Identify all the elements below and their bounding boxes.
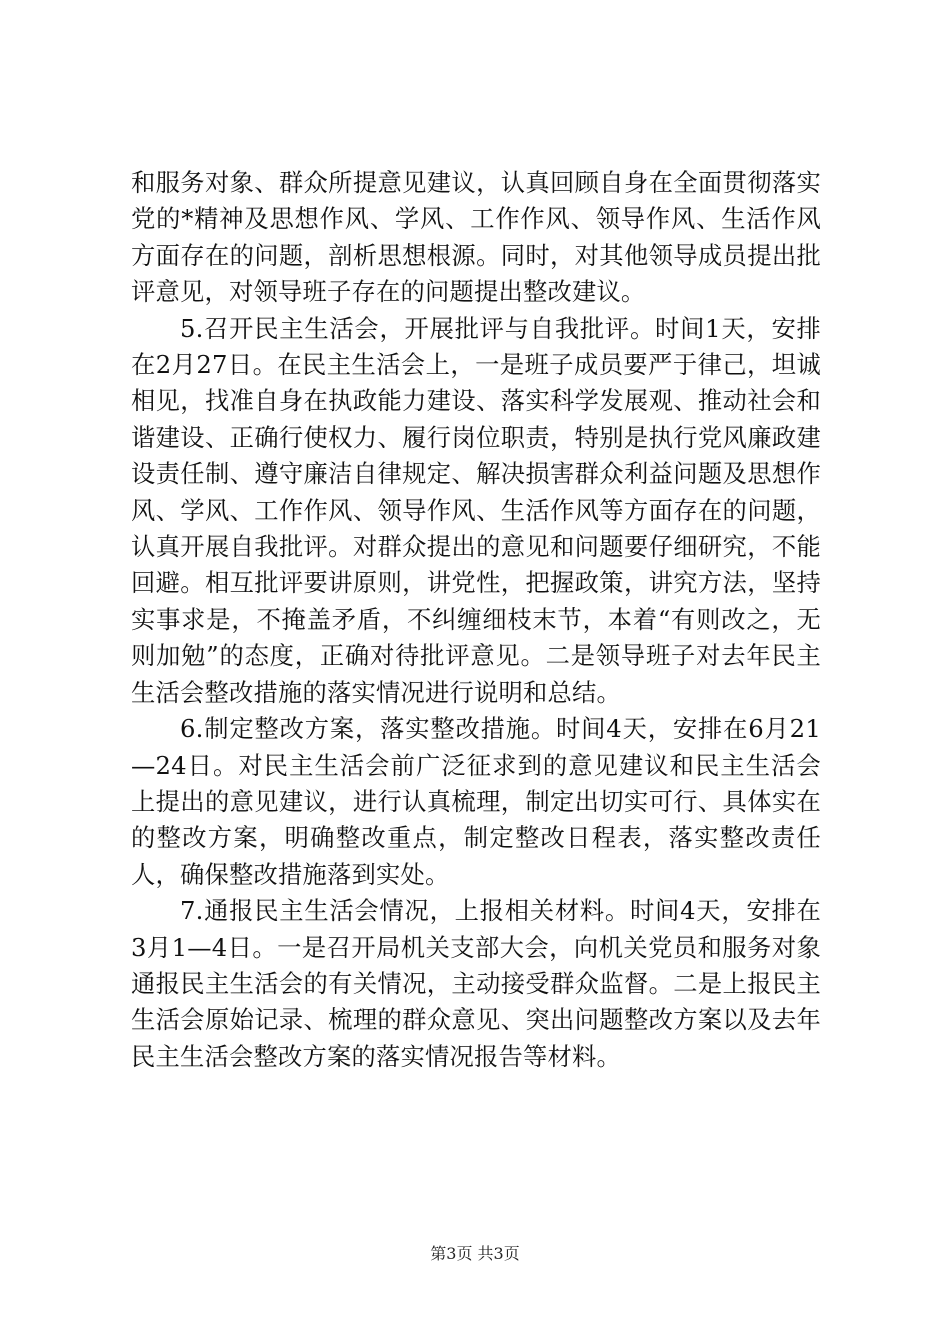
- paragraph-continued: 和服务对象、群众所提意见建议，认真回顾自身在全面贯彻落实党的*精神及思想作风、学风、工作作风、领导作风、生活作风方面存在的问题，剖析思想根源。同时，对其他领导成员提出批评意见，对领导班子存在的问题提出整改建议。: [131, 168, 821, 307]
- paragraph-item-7: 7.通报民主生活会情况，上报相关材料。时间4天，安排在3月1—4日。一是召开局机关支部大会，向机关党员和服务对象通报民主生活会的有关情况，主动接受群众监督。二是上报民主生活会原始记录、梳理的群众意见、突出问题整改方案以及去年民主生活会整改方案的落实情况报告等材料。: [131, 896, 821, 1071]
- document-body: [131, 165, 821, 1075]
- page-number-footer: 第3页 共3页: [430, 1244, 520, 1263]
- paragraph-item-6: 6.制定整改方案，落实整改措施。时间4天，安排在6月21—24日。对民主生活会前广泛征求到的意见建议和民主生活会上提出的意见建议，进行认真梳理，制定出切实可行、具体实在的整改方案，明确整改重点，制定整改日程表，落实整改责任人，确保整改措施落到实处。: [131, 714, 821, 889]
- paragraph-item-5: 5.召开民主生活会，开展批评与自我批评。时间1天，安排在2月27日。在民主生活会上，一是班子成员要严于律己，坦诚相见，找准自身在执政能力建设、落实科学发展观、推动社会和谐建设、正确行使权力、履行岗位职责，特别是执行党风廉政建设责任制、遵守廉洁自律规定、解决损害群众利益问题及思想作风、学风、工作作风、领导作风、生活作风等方面存在的问题，认真开展自我批评。对群众提出的意见和问题要仔细研究，不能回避。相互批评要讲原则，讲党性，把握政策，讲究方法，坚持实事求是，不掩盖矛盾，不纠缠细枝末节，本着“有则改之，无则加勉”的态度，正确对待批评意见。二是领导班子对去年民主生活会整改措施的落实情况进行说明和总结。: [131, 313, 821, 707]
